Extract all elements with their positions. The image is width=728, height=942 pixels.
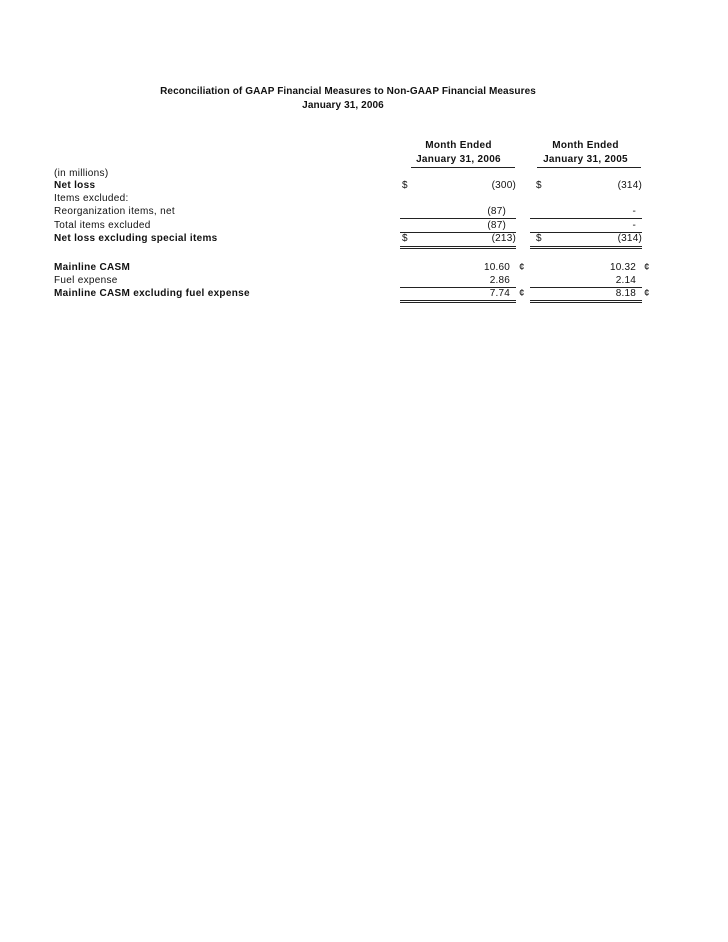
- fuel-col1-value: 2.86: [489, 275, 510, 286]
- total-excluded-col2-value: -: [632, 220, 636, 231]
- casm-excl-col2-value: 8.18: [615, 288, 636, 299]
- casm-col1-value: 10.60: [483, 262, 510, 273]
- casm-excl-col1-double-underline-a: [400, 300, 516, 301]
- casm-label: Mainline CASM: [54, 262, 131, 273]
- items-excluded-label: Items excluded:: [54, 193, 129, 204]
- net-loss-col1-value: (300): [491, 180, 516, 191]
- reorg-col2-value: -: [632, 206, 636, 217]
- net-loss-excl-label: Net loss excluding special items: [54, 233, 218, 244]
- fuel-label: Fuel expense: [54, 275, 118, 286]
- net-loss-excl-col2-currency: $: [536, 233, 542, 244]
- casm-excl-col2-cent: ¢: [644, 288, 650, 299]
- net-loss-excl-col2-double-underline-b: [530, 248, 642, 249]
- total-excluded-col1-value: (87): [487, 220, 506, 231]
- report-date: January 31, 2006: [302, 100, 384, 111]
- reorg-col1-underline: [400, 218, 516, 219]
- net-loss-excl-col1-double-underline-a: [400, 246, 516, 247]
- net-loss-col2-value: (314): [617, 180, 642, 191]
- col1-header-line1: Month Ended: [425, 140, 492, 151]
- net-loss-col2-currency: $: [536, 180, 542, 191]
- casm-excl-col2-double-underline-a: [530, 300, 642, 301]
- casm-excl-label: Mainline CASM excluding fuel expense: [54, 288, 250, 299]
- casm-excl-col2-double-underline-b: [530, 302, 642, 303]
- reorg-label: Reorganization items, net: [54, 206, 175, 217]
- reorg-col2-underline: [530, 218, 642, 219]
- net-loss-excl-col1-currency: $: [402, 233, 408, 244]
- casm-excl-col1-cent: ¢: [519, 288, 525, 299]
- col2-header-line1: Month Ended: [552, 140, 619, 151]
- col1-header-underline: [411, 167, 515, 168]
- net-loss-excl-col2-value: (314): [617, 233, 642, 244]
- col2-header-underline: [537, 167, 641, 168]
- report-title: Reconciliation of GAAP Financial Measures to Non-GAAP Financial Measures: [160, 86, 536, 97]
- casm-col2-cent: ¢: [644, 262, 650, 273]
- net-loss-label: Net loss: [54, 180, 96, 191]
- units-label: (in millions): [54, 168, 109, 179]
- net-loss-excl-col1-double-underline-b: [400, 248, 516, 249]
- casm-excl-col1-double-underline-b: [400, 302, 516, 303]
- col2-header-line2: January 31, 2005: [543, 154, 628, 165]
- total-excluded-label: Total items excluded: [54, 220, 151, 231]
- casm-col1-cent: ¢: [519, 262, 525, 273]
- casm-col2-value: 10.32: [609, 262, 636, 273]
- reorg-col1-value: (87): [487, 206, 506, 217]
- net-loss-excl-col2-double-underline-a: [530, 246, 642, 247]
- fuel-col2-value: 2.14: [615, 275, 636, 286]
- casm-excl-col1-value: 7.74: [489, 288, 510, 299]
- net-loss-col1-currency: $: [402, 180, 408, 191]
- net-loss-excl-col1-value: (213): [491, 233, 516, 244]
- col1-header-line2: January 31, 2006: [416, 154, 501, 165]
